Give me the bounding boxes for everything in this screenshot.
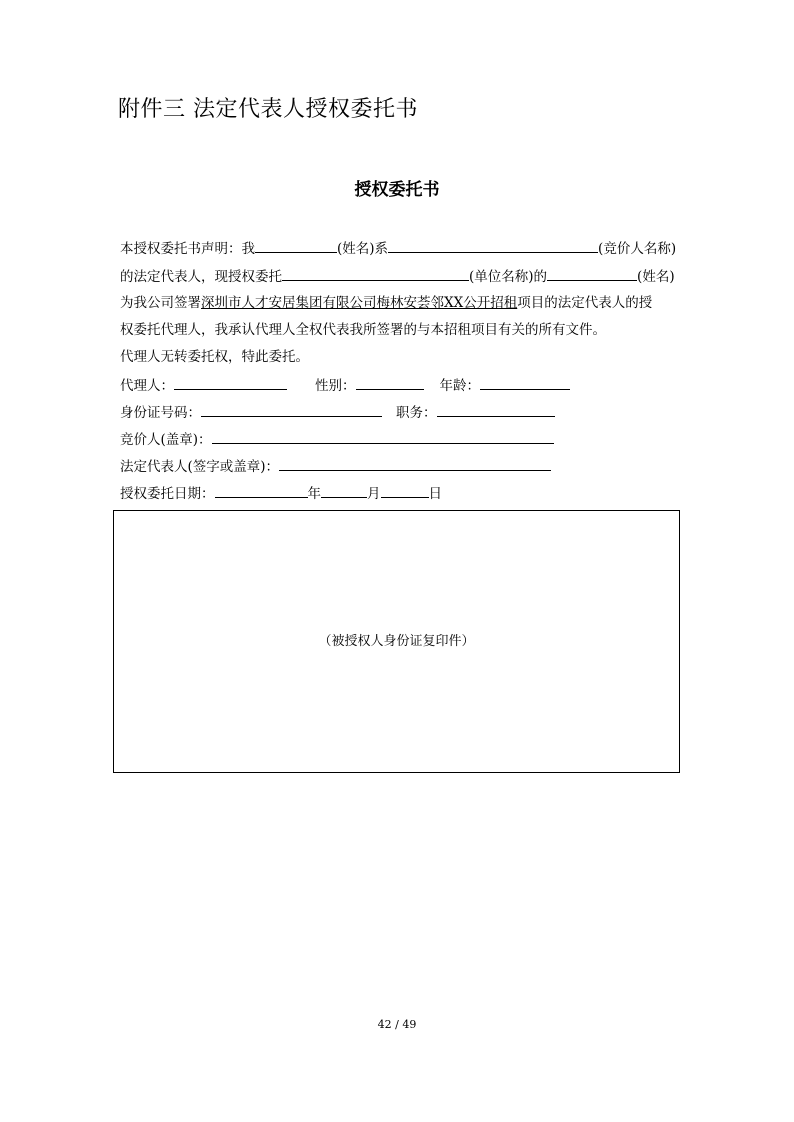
id-number-field[interactable]: [201, 400, 382, 417]
agent-field[interactable]: [174, 373, 287, 390]
year-label: 年: [307, 486, 321, 502]
bidder-name-blank[interactable]: [388, 236, 598, 253]
appendix-heading: 附件三 法定代表人授权委托书: [118, 97, 418, 122]
statement-text: 本授权委托书声明：我: [120, 241, 255, 257]
agent-label: 代理人：: [120, 378, 174, 394]
project-name: 深圳市人才安居集团有限公司梅林安荟邻XX公开招租: [201, 295, 518, 311]
statement-line-3: [120, 292, 652, 314]
statement-text: 代理人无转委托权，特此委托。: [120, 349, 309, 365]
day-field[interactable]: [381, 481, 429, 498]
statement-text: 权委托代理人，我承认代理人全权代表我所签署的与本招租项目有关的所有文件。: [120, 322, 606, 338]
document-title: 授权委托书: [354, 180, 440, 200]
agent-info-row: [120, 373, 570, 395]
age-field[interactable]: [480, 373, 570, 390]
unit-name-label: (单位名称)的: [469, 269, 548, 285]
legal-rep-field[interactable]: [279, 454, 551, 471]
statement-line-4: [120, 319, 606, 341]
page-number: 42 / 49: [377, 1018, 417, 1031]
agent-name-blank[interactable]: [547, 264, 637, 281]
name-label: (姓名)系: [337, 241, 389, 257]
statement-line-1: [120, 236, 676, 258]
day-label: 日: [428, 486, 442, 502]
gender-label: 性别：: [315, 378, 356, 394]
id-copy-box: [113, 510, 680, 773]
statement-line-2: [120, 264, 675, 286]
bidder-seal-row: [120, 427, 554, 449]
statement-text: 为我公司签署: [120, 295, 201, 311]
name-blank[interactable]: [255, 236, 337, 253]
bidder-seal-label: 竞价人(盖章)：: [120, 432, 212, 448]
bidder-seal-field[interactable]: [212, 427, 554, 444]
month-field[interactable]: [321, 481, 367, 498]
statement-line-5: [120, 346, 309, 368]
date-row: [120, 481, 442, 503]
unit-name-blank[interactable]: [282, 264, 469, 281]
statement-text: 项目的法定代表人的授: [517, 295, 653, 311]
legal-rep-row: [120, 454, 551, 476]
id-copy-box-label: （被授权人身份证复印件）: [318, 634, 475, 649]
month-label: 月: [367, 486, 381, 502]
date-label: 授权委托日期：: [120, 486, 215, 502]
agent-name-label: (姓名): [637, 269, 675, 285]
bidder-name-label: (竞价人名称): [598, 241, 677, 257]
id-number-label: 身份证号码：: [120, 405, 201, 421]
id-info-row: [120, 400, 555, 422]
legal-rep-label: 法定代表人(签字或盖章)：: [120, 459, 280, 475]
gender-field[interactable]: [356, 373, 424, 390]
age-label: 年龄：: [439, 378, 480, 394]
position-label: 职务：: [396, 405, 437, 421]
position-field[interactable]: [437, 400, 555, 417]
statement-text: 的法定代表人，现授权委托: [120, 269, 282, 285]
year-field[interactable]: [215, 481, 308, 498]
